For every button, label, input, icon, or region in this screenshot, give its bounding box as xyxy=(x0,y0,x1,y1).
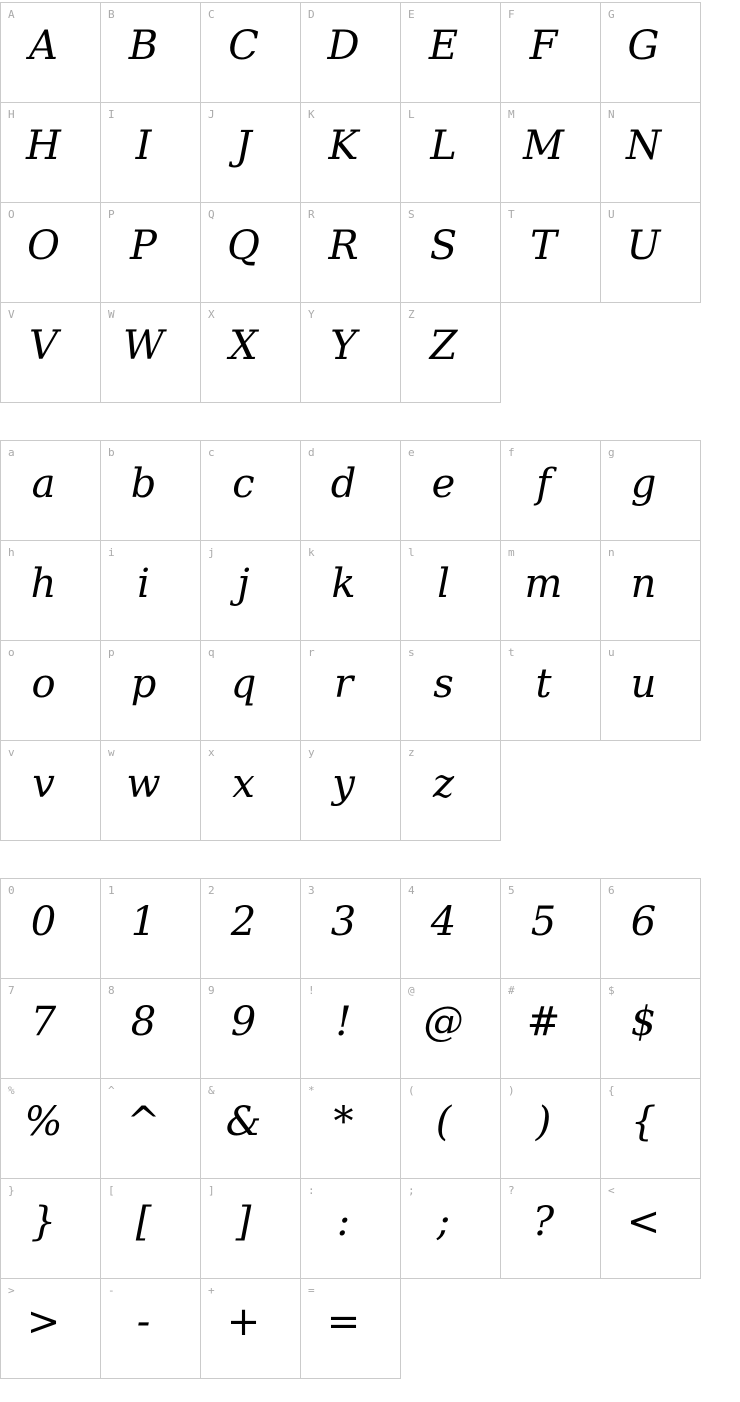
cell-glyph: j xyxy=(237,560,250,607)
glyph-cell xyxy=(0,2,101,103)
cell-label: ; xyxy=(408,1184,415,1197)
glyph-cell xyxy=(500,1078,601,1179)
glyph-cell xyxy=(0,302,101,403)
cell-label: k xyxy=(308,546,315,559)
cell-label: W xyxy=(108,308,115,321)
cell-label: A xyxy=(8,8,15,21)
cell-glyph: % xyxy=(24,1098,63,1145)
glyph-row xyxy=(0,1278,740,1379)
cell-glyph: X xyxy=(229,322,258,369)
cell-label: u xyxy=(608,646,615,659)
glyph-row xyxy=(0,202,740,303)
glyph-cell xyxy=(500,1178,601,1279)
cell-label: v xyxy=(8,746,15,759)
glyph-cell xyxy=(400,878,501,979)
cell-label: J xyxy=(208,108,215,121)
cell-label: + xyxy=(208,1284,215,1297)
cell-label: n xyxy=(608,546,615,559)
cell-glyph: O xyxy=(27,222,60,269)
cell-label: B xyxy=(108,8,115,21)
cell-glyph: ^ xyxy=(126,1098,161,1145)
cell-glyph: ? xyxy=(532,1198,555,1245)
cell-label: = xyxy=(308,1284,315,1297)
glyph-cell xyxy=(0,740,101,841)
glyph-cell xyxy=(500,2,601,103)
cell-label: L xyxy=(408,108,415,121)
cell-label: y xyxy=(308,746,315,759)
glyph-cell xyxy=(0,1278,101,1379)
cell-label: l xyxy=(408,546,415,559)
cell-label: ] xyxy=(208,1184,215,1197)
cell-glyph: 2 xyxy=(230,898,257,945)
cell-label: r xyxy=(308,646,315,659)
cell-glyph: F xyxy=(529,22,558,69)
glyph-cell xyxy=(200,640,301,741)
cell-glyph: I xyxy=(135,122,152,169)
glyph-row xyxy=(0,440,740,541)
cell-glyph: 8 xyxy=(130,998,157,1045)
cell-label: g xyxy=(608,446,615,459)
cell-glyph: 1 xyxy=(130,898,157,945)
glyph-cell xyxy=(600,102,701,203)
cell-glyph: W xyxy=(122,322,165,369)
glyph-cell xyxy=(100,978,201,1079)
cell-label: R xyxy=(308,208,315,221)
cell-label: p xyxy=(108,646,115,659)
cell-glyph: p xyxy=(130,660,157,707)
cell-glyph: 5 xyxy=(530,898,557,945)
glyph-cell xyxy=(0,102,101,203)
glyph-cell xyxy=(300,440,401,541)
cell-label: D xyxy=(308,8,315,21)
cell-glyph: J xyxy=(235,122,252,169)
cell-glyph: i xyxy=(137,560,150,607)
cell-label: E xyxy=(408,8,415,21)
cell-label: } xyxy=(8,1184,15,1197)
cell-label: ! xyxy=(308,984,315,997)
glyph-cell xyxy=(100,1178,201,1279)
cell-glyph: * xyxy=(333,1098,354,1145)
cell-label: P xyxy=(108,208,115,221)
cell-label: V xyxy=(8,308,15,321)
glyph-cell xyxy=(200,540,301,641)
glyph-cell xyxy=(0,440,101,541)
cell-label: ? xyxy=(508,1184,515,1197)
cell-glyph: l xyxy=(437,560,450,607)
cell-glyph: g xyxy=(630,460,657,507)
cell-label: 4 xyxy=(408,884,415,897)
cell-label: 5 xyxy=(508,884,515,897)
cell-glyph: z xyxy=(432,760,455,807)
cell-glyph: ] xyxy=(235,1198,252,1245)
glyph-cell xyxy=(300,302,401,403)
cell-glyph: H xyxy=(26,122,61,169)
cell-glyph: m xyxy=(524,560,563,607)
glyph-cell xyxy=(100,740,201,841)
cell-label: 1 xyxy=(108,884,115,897)
cell-glyph: Y xyxy=(330,322,357,369)
cell-label: @ xyxy=(408,984,415,997)
cell-label: o xyxy=(8,646,15,659)
glyph-cell xyxy=(500,878,601,979)
glyph-cell xyxy=(600,1178,701,1279)
digits-and-symbols-grid xyxy=(0,878,740,1379)
glyph-cell xyxy=(0,540,101,641)
cell-label: z xyxy=(408,746,415,759)
glyph-cell xyxy=(400,640,501,741)
cell-label: d xyxy=(308,446,315,459)
glyph-cell xyxy=(300,2,401,103)
cell-glyph: d xyxy=(330,460,357,507)
cell-glyph: > xyxy=(26,1298,61,1345)
cell-label: 7 xyxy=(8,984,15,997)
cell-label: a xyxy=(8,446,15,459)
cell-label: h xyxy=(8,546,15,559)
cell-glyph: w xyxy=(126,760,161,807)
glyph-cell xyxy=(200,978,301,1079)
uppercase-letters-grid xyxy=(0,2,740,403)
glyph-cell xyxy=(200,740,301,841)
cell-glyph: B xyxy=(128,22,159,69)
glyph-cell xyxy=(300,1178,401,1279)
glyph-cell xyxy=(300,1278,401,1379)
cell-glyph: 4 xyxy=(430,898,457,945)
glyph-cell xyxy=(500,202,601,303)
cell-glyph: G xyxy=(627,22,660,69)
cell-glyph: C xyxy=(228,22,259,69)
cell-glyph: - xyxy=(136,1298,151,1345)
cell-glyph: K xyxy=(328,122,359,169)
cell-glyph: q xyxy=(230,660,257,707)
cell-glyph: ; xyxy=(436,1198,451,1245)
glyph-cell xyxy=(300,540,401,641)
glyph-cell xyxy=(100,1078,201,1179)
cell-label: F xyxy=(508,8,515,21)
glyph-row xyxy=(0,1078,740,1179)
cell-label: C xyxy=(208,8,215,21)
cell-label: & xyxy=(208,1084,215,1097)
cell-label: T xyxy=(508,208,515,221)
glyph-row xyxy=(0,740,740,841)
glyph-cell xyxy=(200,1178,301,1279)
glyph-row xyxy=(0,102,740,203)
cell-glyph: 3 xyxy=(330,898,357,945)
glyph-cell xyxy=(300,978,401,1079)
cell-label: N xyxy=(608,108,615,121)
cell-label: 8 xyxy=(108,984,115,997)
cell-label: Q xyxy=(208,208,215,221)
font-character-map xyxy=(0,2,740,1379)
glyph-cell xyxy=(300,740,401,841)
glyph-cell xyxy=(600,640,701,741)
cell-glyph: c xyxy=(232,460,255,507)
cell-glyph: S xyxy=(429,222,458,269)
glyph-cell xyxy=(300,102,401,203)
glyph-cell xyxy=(100,878,201,979)
glyph-cell xyxy=(300,878,401,979)
glyph-row xyxy=(0,878,740,979)
cell-label: 0 xyxy=(8,884,15,897)
cell-glyph: [ xyxy=(135,1198,152,1245)
cell-label: s xyxy=(408,646,415,659)
cell-glyph: E xyxy=(428,22,459,69)
glyph-row xyxy=(0,2,740,103)
glyph-cell xyxy=(100,302,201,403)
glyph-cell xyxy=(400,540,501,641)
cell-glyph: < xyxy=(626,1198,661,1245)
glyph-cell xyxy=(400,302,501,403)
cell-label: 6 xyxy=(608,884,615,897)
cell-label: # xyxy=(508,984,515,997)
cell-glyph: h xyxy=(30,560,57,607)
glyph-cell xyxy=(500,540,601,641)
glyph-cell xyxy=(600,2,701,103)
cell-label: U xyxy=(608,208,615,221)
glyph-cell xyxy=(100,202,201,303)
glyph-cell xyxy=(400,2,501,103)
cell-label: X xyxy=(208,308,215,321)
cell-glyph: : xyxy=(336,1198,351,1245)
cell-label: { xyxy=(608,1084,615,1097)
cell-label: 3 xyxy=(308,884,315,897)
cell-glyph: = xyxy=(326,1298,361,1345)
cell-glyph: & xyxy=(225,1098,262,1145)
glyph-cell xyxy=(200,102,301,203)
cell-label: : xyxy=(308,1184,315,1197)
cell-glyph: @ xyxy=(423,998,464,1045)
cell-glyph: ( xyxy=(435,1098,452,1145)
cell-glyph: 6 xyxy=(630,898,657,945)
glyph-cell xyxy=(600,1078,701,1179)
glyph-cell xyxy=(0,1078,101,1179)
glyph-cell xyxy=(500,440,601,541)
cell-glyph: b xyxy=(130,460,157,507)
cell-label: q xyxy=(208,646,215,659)
cell-glyph: a xyxy=(31,460,56,507)
glyph-row xyxy=(0,302,740,403)
glyph-cell xyxy=(100,540,201,641)
cell-glyph: 7 xyxy=(30,998,57,1045)
glyph-cell xyxy=(0,978,101,1079)
cell-glyph: Q xyxy=(227,222,260,269)
cell-glyph: s xyxy=(433,660,454,707)
cell-label: w xyxy=(108,746,115,759)
cell-label: - xyxy=(108,1284,115,1297)
glyph-cell xyxy=(100,440,201,541)
glyph-cell xyxy=(100,102,201,203)
cell-label: Z xyxy=(408,308,415,321)
glyph-cell xyxy=(100,640,201,741)
glyph-cell xyxy=(600,540,701,641)
glyph-cell xyxy=(400,102,501,203)
cell-label: K xyxy=(308,108,315,121)
glyph-cell xyxy=(500,102,601,203)
glyph-cell xyxy=(300,1078,401,1179)
cell-label: j xyxy=(208,546,215,559)
cell-glyph: t xyxy=(535,660,552,707)
lowercase-letters-grid xyxy=(0,440,740,841)
cell-label: b xyxy=(108,446,115,459)
glyph-cell xyxy=(600,440,701,541)
cell-label: f xyxy=(508,446,515,459)
cell-label: m xyxy=(508,546,515,559)
cell-glyph: T xyxy=(530,222,557,269)
cell-label: ) xyxy=(508,1084,515,1097)
glyph-cell xyxy=(200,878,301,979)
cell-glyph: 0 xyxy=(30,898,57,945)
cell-glyph: x xyxy=(232,760,255,807)
glyph-cell xyxy=(400,1078,501,1179)
cell-glyph: e xyxy=(431,460,456,507)
glyph-cell xyxy=(0,1178,101,1279)
cell-label: x xyxy=(208,746,215,759)
glyph-row xyxy=(0,1178,740,1279)
cell-glyph: U xyxy=(626,222,661,269)
cell-label: 2 xyxy=(208,884,215,897)
glyph-cell xyxy=(300,640,401,741)
glyph-cell xyxy=(500,978,601,1079)
cell-label: c xyxy=(208,446,215,459)
cell-label: e xyxy=(408,446,415,459)
cell-label: [ xyxy=(108,1184,115,1197)
cell-glyph: v xyxy=(32,760,55,807)
glyph-cell xyxy=(200,302,301,403)
glyph-cell xyxy=(400,978,501,1079)
glyph-row xyxy=(0,540,740,641)
cell-label: $ xyxy=(608,984,615,997)
glyph-cell xyxy=(400,440,501,541)
cell-glyph: P xyxy=(130,222,157,269)
cell-glyph: R xyxy=(328,222,359,269)
glyph-cell xyxy=(400,1178,501,1279)
cell-glyph: $ xyxy=(630,998,657,1045)
cell-label: * xyxy=(308,1084,315,1097)
glyph-cell xyxy=(200,1078,301,1179)
glyph-cell xyxy=(300,202,401,303)
cell-label: > xyxy=(8,1284,15,1297)
glyph-cell xyxy=(600,202,701,303)
cell-label: ^ xyxy=(108,1084,115,1097)
glyph-cell xyxy=(200,1278,301,1379)
cell-glyph: 9 xyxy=(230,998,257,1045)
glyph-cell xyxy=(0,640,101,741)
cell-glyph: ) xyxy=(535,1098,552,1145)
cell-glyph: M xyxy=(523,122,564,169)
cell-glyph: o xyxy=(31,660,56,707)
glyph-cell xyxy=(200,2,301,103)
cell-label: i xyxy=(108,546,115,559)
glyph-cell xyxy=(200,202,301,303)
cell-label: H xyxy=(8,108,15,121)
cell-glyph: r xyxy=(333,660,354,707)
cell-label: G xyxy=(608,8,615,21)
cell-glyph: k xyxy=(331,560,356,607)
cell-label: M xyxy=(508,108,515,121)
cell-glyph: + xyxy=(226,1298,261,1345)
cell-glyph: V xyxy=(29,322,58,369)
cell-glyph: } xyxy=(30,1198,57,1245)
glyph-cell xyxy=(0,202,101,303)
cell-glyph: n xyxy=(630,560,657,607)
cell-label: O xyxy=(8,208,15,221)
glyph-cell xyxy=(600,978,701,1079)
cell-glyph: Z xyxy=(429,322,458,369)
glyph-cell xyxy=(200,440,301,541)
glyph-cell xyxy=(400,202,501,303)
cell-label: Y xyxy=(308,308,315,321)
cell-glyph: A xyxy=(29,22,58,69)
glyph-cell xyxy=(500,640,601,741)
cell-label: I xyxy=(108,108,115,121)
cell-label: t xyxy=(508,646,515,659)
glyph-cell xyxy=(600,878,701,979)
cell-glyph: N xyxy=(626,122,661,169)
cell-glyph: ! xyxy=(335,998,352,1045)
glyph-row xyxy=(0,640,740,741)
cell-label: < xyxy=(608,1184,615,1197)
cell-glyph: { xyxy=(630,1098,657,1145)
glyph-cell xyxy=(100,1278,201,1379)
cell-glyph: u xyxy=(630,660,657,707)
cell-glyph: L xyxy=(430,122,457,169)
cell-label: % xyxy=(8,1084,15,1097)
cell-label: ( xyxy=(408,1084,415,1097)
glyph-cell xyxy=(400,740,501,841)
cell-glyph: f xyxy=(536,460,551,507)
glyph-row xyxy=(0,978,740,1079)
glyph-cell xyxy=(100,2,201,103)
cell-glyph: # xyxy=(526,998,561,1045)
cell-glyph: D xyxy=(327,22,360,69)
cell-label: 9 xyxy=(208,984,215,997)
cell-glyph: y xyxy=(332,760,355,807)
glyph-cell xyxy=(0,878,101,979)
cell-label: S xyxy=(408,208,415,221)
